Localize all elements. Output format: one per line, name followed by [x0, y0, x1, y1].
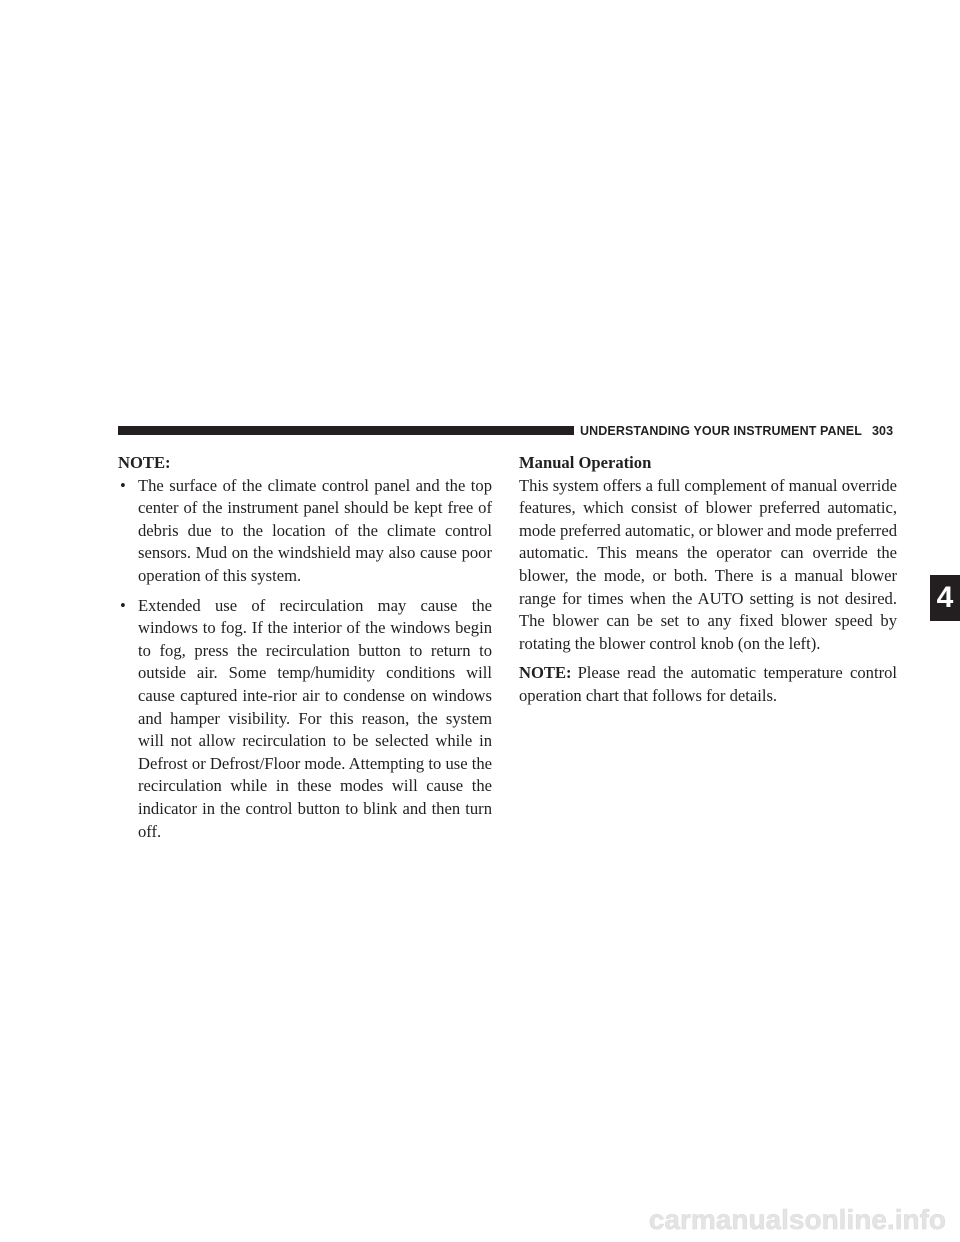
right-column — [519, 452, 897, 715]
section-heading: Manual Operation — [519, 453, 652, 472]
bullet-icon: • — [120, 475, 126, 495]
note-bullet-list — [118, 475, 492, 844]
header-rule — [118, 426, 574, 435]
running-header — [580, 423, 893, 439]
svg-text:carmanualsonline.info: carmanualsonline.info — [648, 1204, 946, 1235]
note-bullet-text-1: The surface of the climate control panel and the top center of the instrument panel should be kept free of debris due to the location of the climate control sensors. Mud on the windshield may also cause poor operation of this system. — [138, 475, 492, 585]
manual-operation-paragraph: This system offers a full complement of manual override features, which consist of blower preferred automatic, mode preferred automatic, or blower and mode preferred automatic. This means the operator can override the blower, the mode, or both. There is a manual blower range for times when the AUTO setting is not desired. The blower can be set to any fixed blower speed by rotating the blower control knob (on the left). — [519, 475, 897, 653]
header-title: UNDERSTANDING YOUR INSTRUMENT PANEL — [580, 424, 862, 438]
note-bullet-1 — [118, 475, 492, 588]
note-bullet-text-2: Extended use of recirculation may cause the windows to fog. If the interior of the windows begin to fog, press the recirculation button to return to outside air. Some temp/humidity conditions will cause captured inte-rior air to condense on windows and hamper visibility. For this reason, the system will not allow recirculation to be selected while in Defrost or Defrost/Floor mode. Attempting to use the recirculation while in these modes will cause the indicator in the control button to blink and then turn off. — [138, 595, 492, 841]
watermark-logo — [540, 1200, 952, 1238]
chapter-tab: 4 — [930, 575, 960, 621]
page-number: 303 — [871, 424, 894, 438]
left-column — [118, 452, 492, 850]
note-paragraph — [519, 662, 897, 707]
note-text: Please read the automatic temperature control operation chart that follows for details. — [519, 663, 897, 705]
bullet-icon: • — [120, 595, 126, 615]
note-label: NOTE: — [519, 663, 572, 683]
note-heading: NOTE: — [118, 453, 171, 472]
note-bullet-2 — [118, 595, 492, 844]
